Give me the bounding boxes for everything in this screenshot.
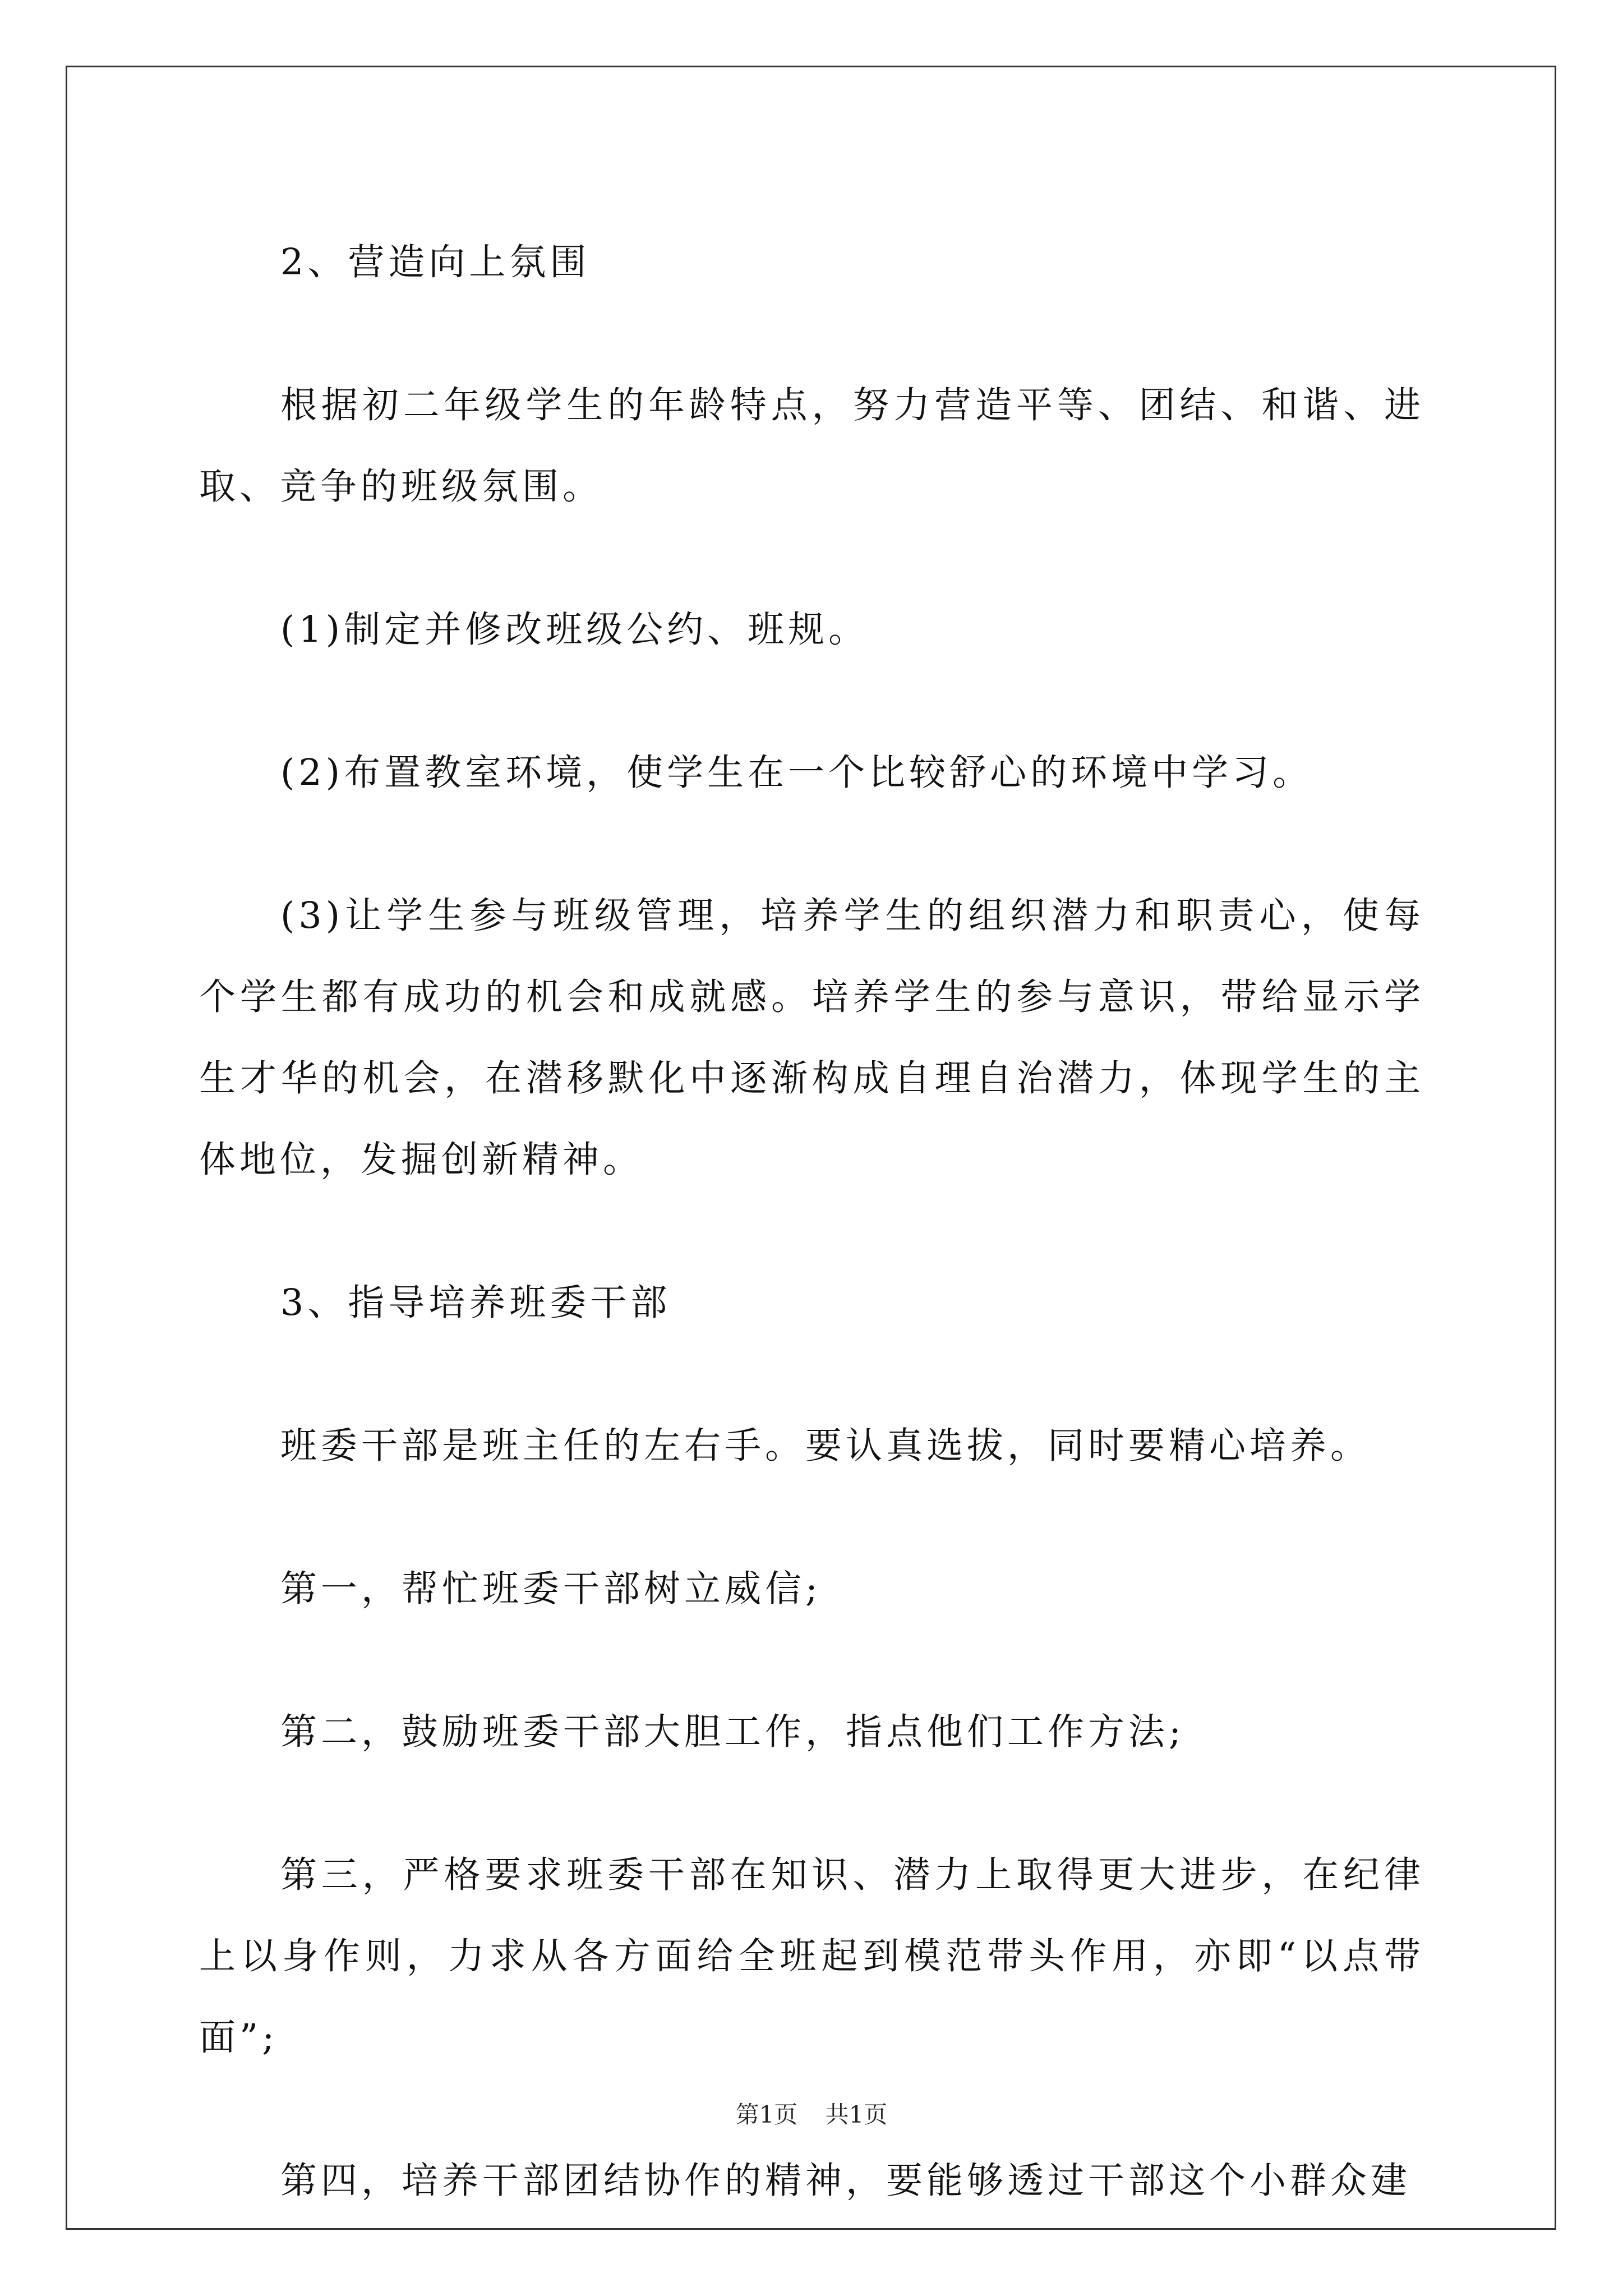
list-item: (2)布置教室环境，使学生在一个比较舒心的环境中学习。: [280, 752, 1313, 794]
section-heading: 2、营造向上氛围: [280, 241, 591, 283]
document-body: [199, 222, 1424, 2283]
list-item: (3)让学生参与班级管理，培养学生的组织潜力和职责心，使每个学生都有成功的机会和成就感。培养学生的参与意识，带给显示学生才华的机会，在潜移默化中逐渐构成自理自治潜力，体现学生的主体地位，发掘创新精神。: [199, 895, 1424, 1181]
paragraph: 第四，培养干部团结协作的精神，要能够透过干部这个小群众建: [280, 2160, 1412, 2202]
paragraph: 第一，帮忙班委干部树立威信;: [280, 1568, 822, 1610]
section-heading: 3、指导培养班委干部: [280, 1282, 671, 1324]
paragraph: 第三，严格要求班委干部在知识、潜力上取得更大进步，在纪律上以身作则，力求从各方面给全班起到模范带头作用，亦即“以点带面”;: [199, 1854, 1424, 2059]
paragraph: 班委干部是班主任的左右手。要认真选拔，同时要精心培养。: [280, 1425, 1371, 1467]
list-item: (1)制定并修改班级公约、班规。: [280, 609, 869, 651]
page-number-total: 共1页: [825, 2101, 888, 2128]
page-footer: [0, 2101, 1623, 2129]
page-number-current: 第1页: [735, 2101, 798, 2128]
paragraph: 第二，鼓励班委干部大胆工作，指点他们工作方法;: [280, 1711, 1185, 1753]
paragraph: 根据初二年级学生的年龄特点，努力营造平等、团结、和谐、进取、竞争的班级氛围。: [199, 384, 1424, 508]
